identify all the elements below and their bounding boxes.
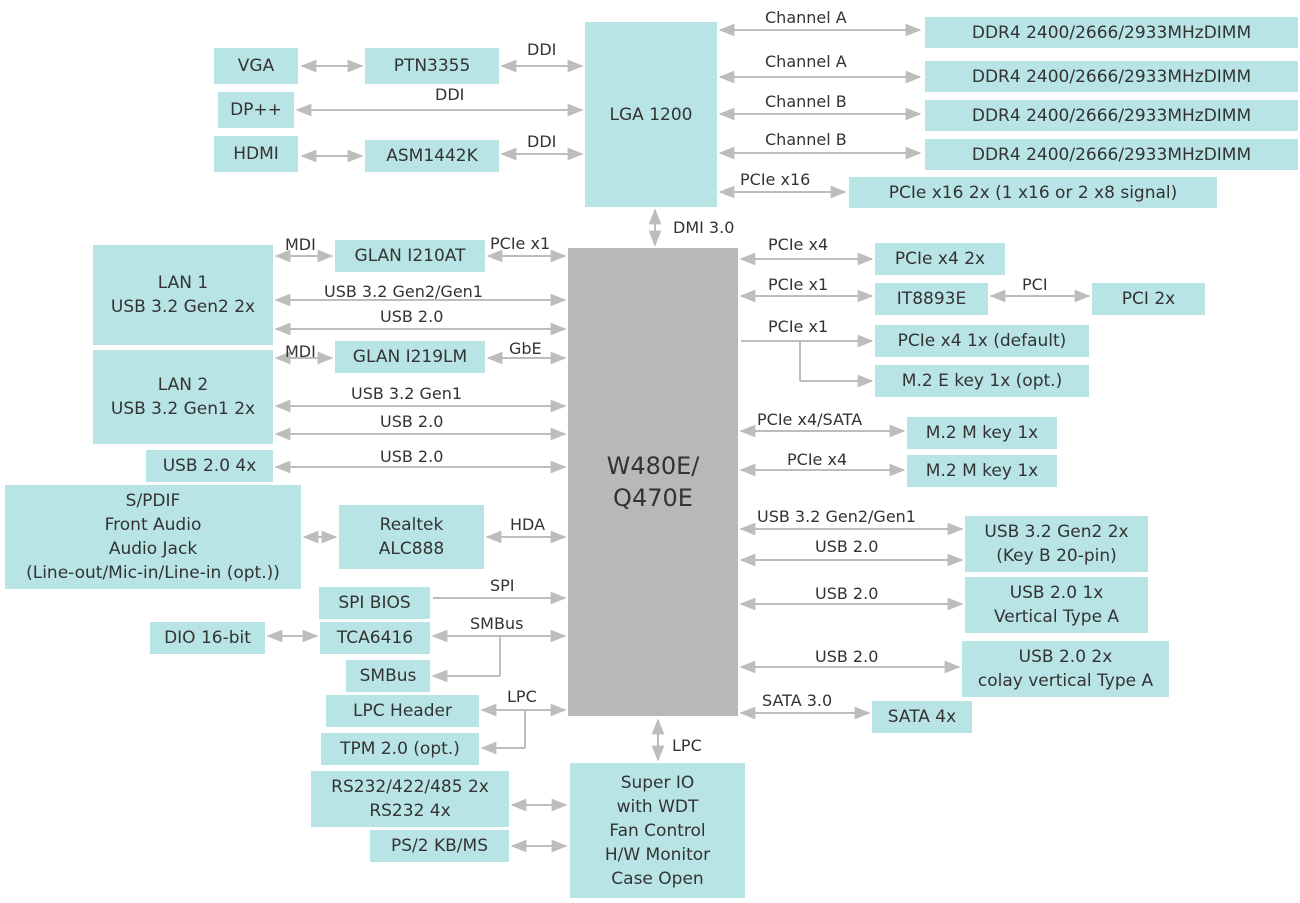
pcie-x4-sata-label: PCIe x4/SATA [757, 410, 863, 429]
m2-m-key-box-1: M.2 M key 1x [907, 417, 1057, 449]
tca6416-box: TCA6416 [320, 622, 430, 654]
usb32-gen2gen1-label-left: USB 3.2 Gen2/Gen1 [324, 282, 483, 301]
channel-label-1: Channel A [765, 8, 847, 27]
sata-4x-box: SATA 4x [872, 701, 972, 733]
usb20-label-right-3: USB 2.0 [815, 647, 879, 666]
ddi-label-1: DDI [527, 40, 557, 59]
ptn3355-box: PTN3355 [365, 48, 499, 84]
usb20-label-right-1: USB 2.0 [815, 537, 879, 556]
lpc-label-bottom: LPC [672, 736, 702, 755]
usb32-gen2-2x-box: USB 3.2 Gen2 2x (Key B 20-pin) [965, 516, 1148, 572]
cpu-socket-box: LGA 1200 [585, 22, 717, 207]
m2-e-key-box: M.2 E key 1x (opt.) [875, 365, 1089, 397]
audio-ports-box: S/PDIF Front Audio Audio Jack (Line-out/Mic-in/Line-in (opt.)) [5, 485, 301, 589]
dp-box: DP++ [218, 92, 294, 128]
mdi-label-2: MDI [285, 342, 316, 361]
lpc-label-left: LPC [507, 687, 537, 706]
pcie-x1-label-right-1: PCIe x1 [768, 275, 829, 294]
channel-label-2: Channel A [765, 52, 847, 71]
chipset-box: W480E/ Q470E [568, 248, 738, 716]
pcie-x4-1x-box: PCIe x4 1x (default) [875, 325, 1089, 357]
lpc-header-box: LPC Header [326, 695, 479, 727]
usb32-gen1-label-left: USB 3.2 Gen1 [351, 384, 463, 403]
m2-m-key-box-2: M.2 M key 1x [907, 455, 1057, 487]
pci-label: PCI [1022, 275, 1048, 294]
smbus-box: SMBus [346, 660, 430, 692]
usb20-label-left-1: USB 2.0 [380, 307, 444, 326]
ps2-box: PS/2 KB/MS [370, 830, 509, 862]
pcie-x1-label-left: PCIe x1 [490, 234, 551, 253]
usb20-1x-box: USB 2.0 1x Vertical Type A [965, 577, 1148, 633]
gbe-label: GbE [509, 339, 542, 358]
ddi-label-2: DDI [435, 85, 465, 104]
channel-label-4: Channel B [765, 130, 847, 149]
dimm-box-2: DDR4 2400/2666/2933MHzDIMM [925, 61, 1298, 92]
sata30-label: SATA 3.0 [762, 691, 833, 710]
lan1-box: LAN 1 USB 3.2 Gen2 2x [93, 245, 273, 345]
hda-label: HDA [510, 515, 546, 534]
asm1442k-box: ASM1442K [365, 140, 499, 172]
usb20-label-right-2: USB 2.0 [815, 584, 879, 603]
dimm-box-4: DDR4 2400/2666/2933MHzDIMM [925, 139, 1298, 170]
usb20-4x-box: USB 2.0 4x [146, 450, 273, 482]
channel-label-3: Channel B [765, 92, 847, 111]
pcie-x4-label-1: PCIe x4 [768, 235, 829, 254]
dimm-box-1: DDR4 2400/2666/2933MHzDIMM [925, 17, 1298, 48]
glan-i210-box: GLAN I210AT [335, 240, 485, 272]
dmi-label: DMI 3.0 [673, 218, 735, 237]
usb32-gen2gen1-label-right: USB 3.2 Gen2/Gen1 [757, 507, 916, 526]
realtek-alc888-box: Realtek ALC888 [339, 505, 484, 569]
usb20-2x-box: USB 2.0 2x colay vertical Type A [962, 641, 1169, 697]
smbus-link-label: SMBus [470, 614, 524, 633]
ddi-label-3: DDI [527, 132, 557, 151]
pcie-x4-2x-box: PCIe x4 2x [875, 243, 1005, 275]
pci-2x-box: PCI 2x [1092, 283, 1205, 315]
tpm-box: TPM 2.0 (opt.) [321, 733, 479, 765]
spi-label: SPI [490, 576, 515, 595]
dimm-box-3: DDR4 2400/2666/2933MHzDIMM [925, 100, 1298, 131]
spi-bios-box: SPI BIOS [319, 587, 430, 619]
hdmi-box: HDMI [214, 136, 298, 172]
vga-box: VGA [214, 48, 298, 84]
dio-box: DIO 16-bit [150, 622, 265, 654]
it8893e-box: IT8893E [875, 283, 988, 315]
pcie-x16-link-label: PCIe x16 [740, 170, 811, 189]
glan-i219-box: GLAN I219LM [335, 341, 485, 373]
mdi-label-1: MDI [285, 235, 316, 254]
usb20-label-left-3: USB 2.0 [380, 447, 444, 466]
pcie-x4-label-2: PCIe x4 [787, 450, 848, 469]
usb20-label-left-2: USB 2.0 [380, 412, 444, 431]
serial-ports-box: RS232/422/485 2x RS232 4x [311, 771, 509, 827]
lan2-box: LAN 2 USB 3.2 Gen1 2x [93, 350, 273, 444]
superio-box: Super IO with WDT Fan Control H/W Monitor Case Open [570, 763, 745, 898]
pcie-x1-label-right-2: PCIe x1 [768, 317, 829, 336]
pcie-x16-box: PCIe x16 2x (1 x16 or 2 x8 signal) [849, 177, 1217, 208]
